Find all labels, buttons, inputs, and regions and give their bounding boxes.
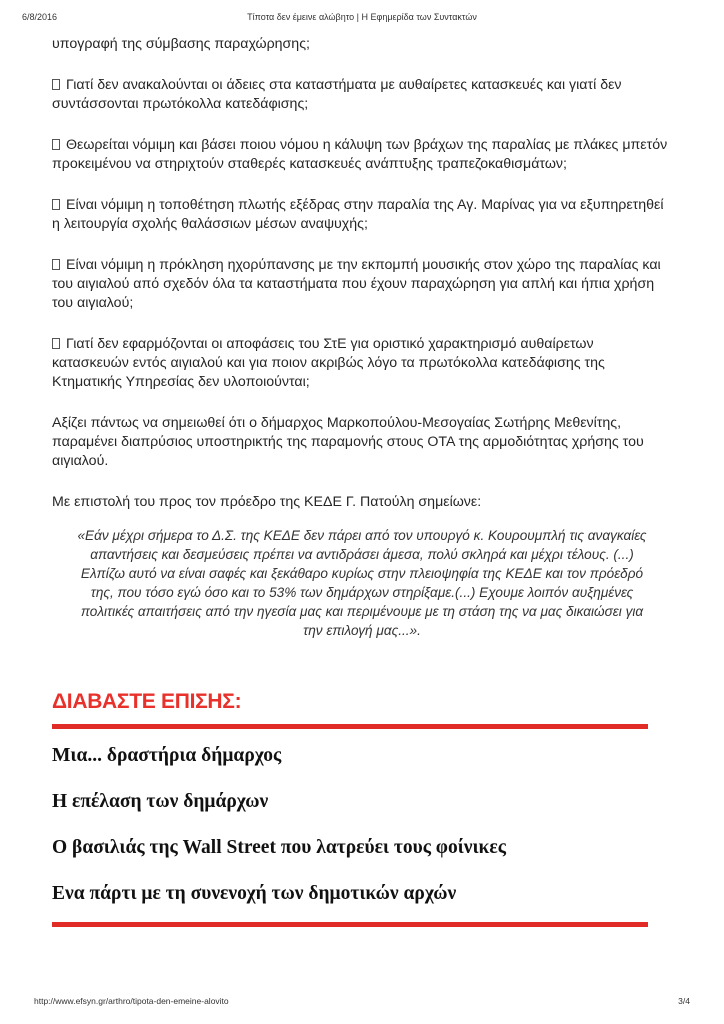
article-paragraph: υπογραφή της σύμβασης παραχώρησης; xyxy=(52,36,310,52)
page-number: 3/4 xyxy=(678,996,690,1006)
related-article-link[interactable]: Ενα πάρτι με τη συνενοχή των δημοτικών αρχών xyxy=(52,883,457,904)
checkbox-glyph-icon xyxy=(52,259,60,270)
checkbox-glyph-icon xyxy=(52,338,60,349)
article-paragraph: Είναι νόμιμη η πρόκληση ηχορύπανσης με την εκπομπή μουσικής στον χώρο της παραλίας και του αιγιαλού από σχεδόν όλα τα καταστήματα που έχουν παραχώρηση για απλή και ήπια χρήση του αιγιαλού; xyxy=(52,257,661,311)
article-paragraph: Με επιστολή του προς τον πρόεδρο της ΚΕΔΕ Γ. Πατούλη σημείωνε: xyxy=(52,494,482,510)
checkbox-glyph-icon xyxy=(52,199,60,210)
article-paragraph: Γιατί δεν ανακαλούνται οι άδειες στα καταστήματα με αυθαίρετες κατασκευές και γιατί δεν συντάσσονται πρωτόκολλα κατεδάφισης; xyxy=(52,77,622,112)
divider xyxy=(52,724,648,729)
article-paragraph: Αξίζει πάντως να σημειωθεί ότι ο δήμαρχος Μαρκοπούλου-Μεσογαίας Σωτήρης Μεθενίτης, παραμένει διαπρύσιος υποστηρικτής της παραμονής στους ΟΤΑ της αρμοδιότητας χρήσης του αιγιαλού. xyxy=(52,415,644,469)
article-body xyxy=(52,35,672,640)
footer-url: http://www.efsyn.gr/arthro/tipota-den-emeine-alovito xyxy=(34,996,229,1006)
page-title: Τίποτα δεν έμεινε αλώβητο | Η Εφημερίδα των Συντακτών xyxy=(247,12,477,22)
related-article-link[interactable]: Η επέλαση των δημάρχων xyxy=(52,791,269,812)
related-article-link[interactable]: Μια... δραστήρια δήμαρχος xyxy=(52,745,282,766)
checkbox-glyph-icon xyxy=(52,139,60,150)
read-also-heading: ΔΙΑΒΑΣΤΕ ΕΠΙΣΗΣ: xyxy=(52,690,242,713)
blockquote: «Εάν μέχρι σήμερα το Δ.Σ. της ΚΕΔΕ δεν πάρει από τον υπουργό κ. Κουρουμπλή τις αναγκαίες απαντήσεις και δεσμεύσεις πρέπει να αντιδράσει άμεσα, πολύ σκληρά και μέχρι τέλους. (...) Ελπίζω αυτό να είναι σαφές και ξεκάθαρο κυρίως στην πλειοψηφία της ΚΕΔΕ και τον πρόεδρό της, που τόσο εγώ όσο και το 53% των δημάρχων στηρίξαμε.(...) Εχουμε λοιπόν αυξημένες πολιτικές απαιτήσεις από την ηγεσία μας και περιμένουμε με τη στάση της να μας δικαιώσει για την επιλογή μας...». xyxy=(77,528,647,638)
article-paragraph: Είναι νόμιμη η τοποθέτηση πλωτής εξέδρας στην παραλία της Αγ. Μαρίνας για να εξυπηρετηθεί η λειτουργία σχολής θαλάσσιων μέσων αναψυχής; xyxy=(52,197,664,232)
article-paragraph: Γιατί δεν εφαρμόζονται οι αποφάσεις του ΣτΕ για οριστικό χαρακτηρισμό αυθαίρετων κατασκευών εντός αιγιαλού και για ποιον ακριβώς λόγο τα πρωτόκολλα κατεδάφισης της Κτηματικής Υπηρεσίας δεν υλοποιούνται; xyxy=(52,336,605,390)
related-article-link[interactable]: Ο βασιλιάς της Wall Street που λατρεύει τους φοίνικες xyxy=(52,837,506,858)
print-date: 6/8/2016 xyxy=(22,12,58,22)
checkbox-glyph-icon xyxy=(52,79,60,90)
divider xyxy=(52,922,648,927)
read-also-list xyxy=(52,744,672,928)
article-paragraph: Θεωρείται νόμιμη και βάσει ποιου νόμου η κάλυψη των βράχων της παραλίας με πλάκες μπετόν προκειμένου να στηριχτούν σταθερές κατασκευές ανάπτυξης τραπεζοκαθισμάτων; xyxy=(52,137,668,172)
